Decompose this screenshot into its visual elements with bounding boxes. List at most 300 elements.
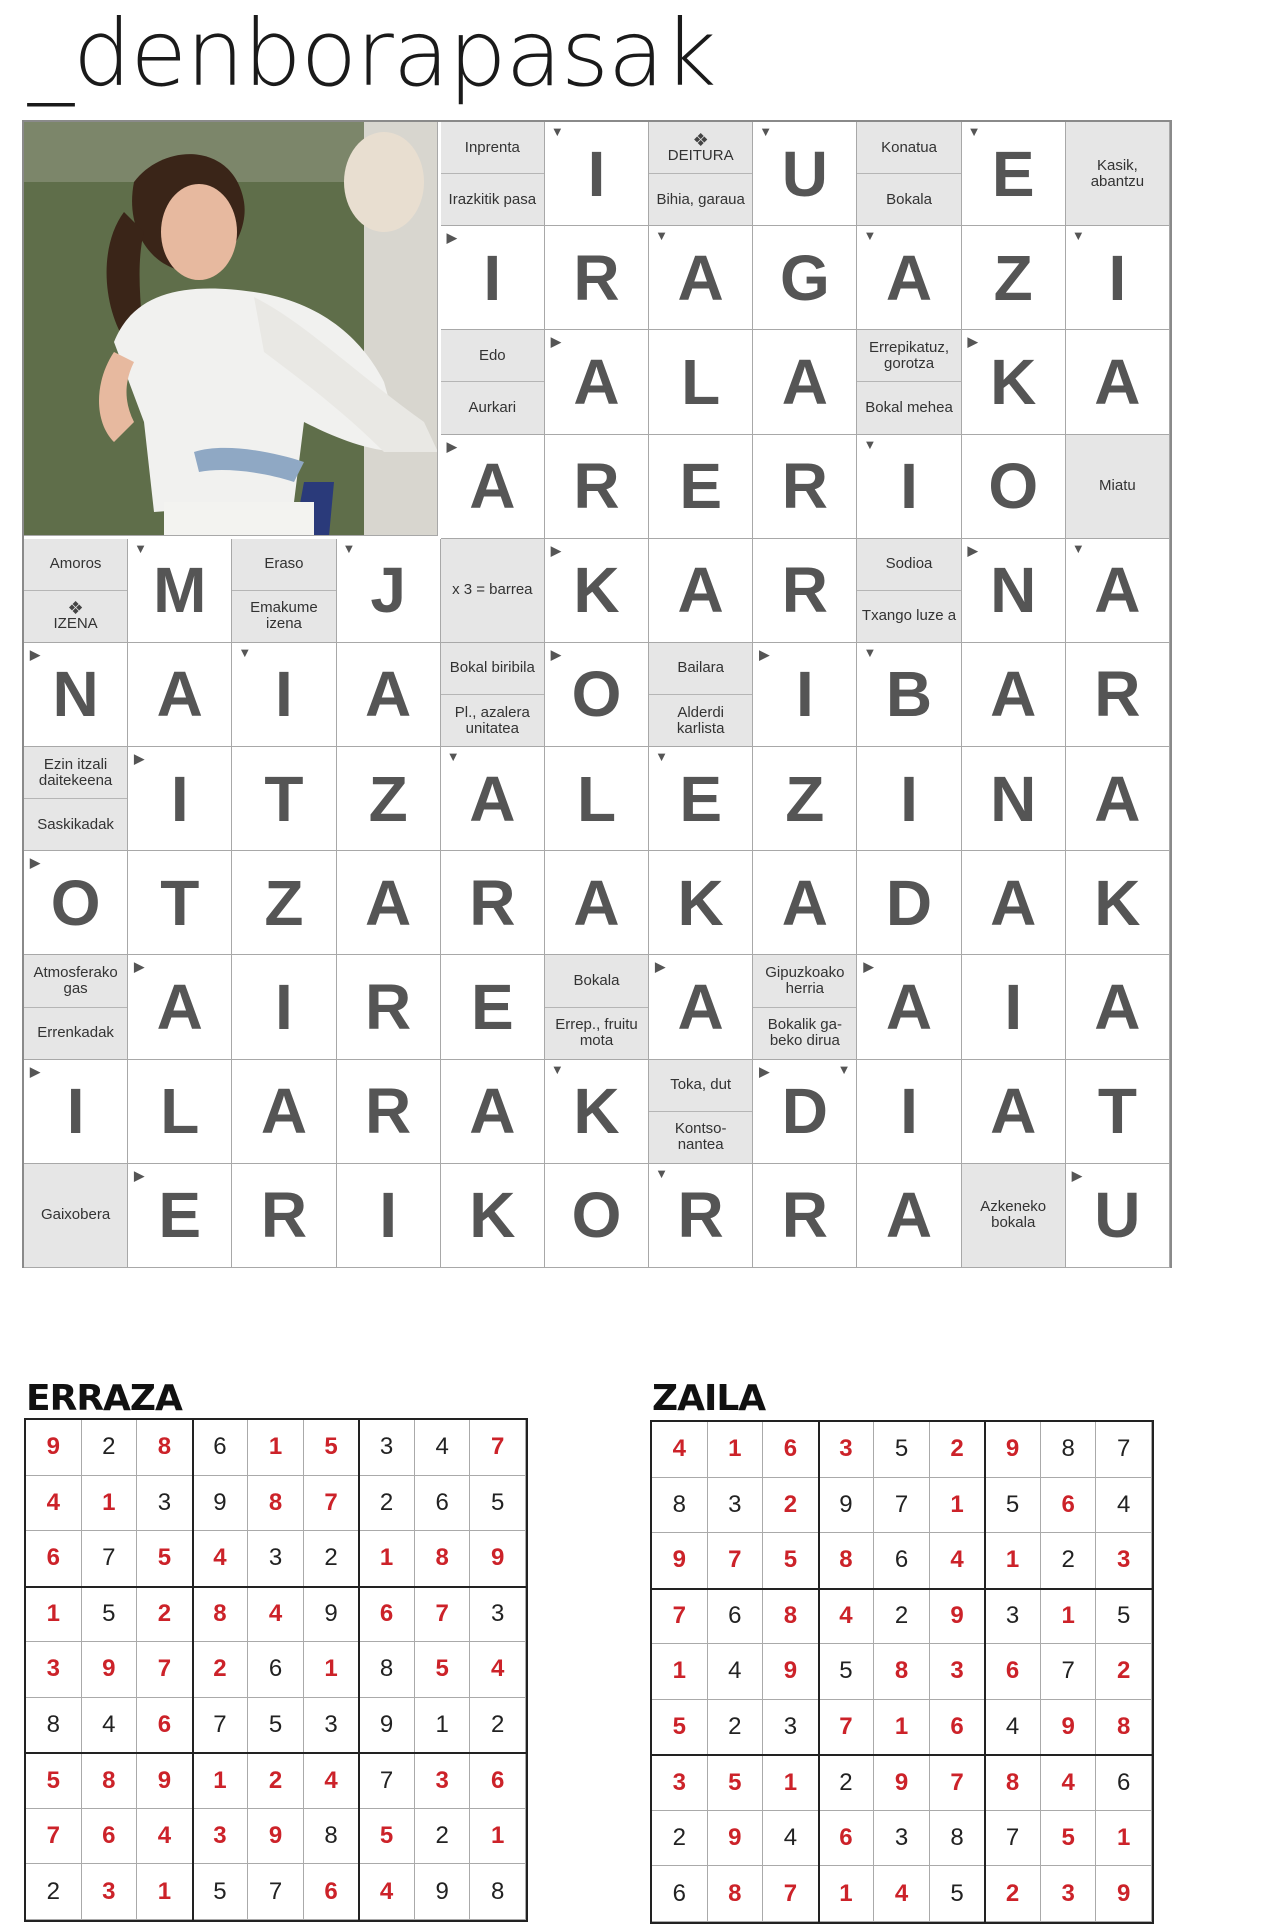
crossword-letter-cell — [649, 955, 753, 1059]
crossword-letter-cell — [1066, 1164, 1170, 1268]
clue-text: Bokalik ga-beko dirua — [753, 1007, 856, 1059]
crossword-letter-cell — [545, 1164, 649, 1268]
clue-text: Toka, dut — [670, 1076, 732, 1094]
sudoku-cell: 5 — [470, 1476, 526, 1532]
arrow-right-icon: ▶ — [446, 438, 457, 454]
sudoku-cell: 6 — [82, 1809, 138, 1865]
crossword-letter: A — [885, 241, 933, 314]
sudoku-cell: 8 — [470, 1864, 526, 1920]
sudoku-cell: 8 — [415, 1531, 471, 1587]
arrow-down-icon: ▼ — [550, 124, 564, 139]
crossword-letter: A — [1094, 971, 1141, 1044]
sudoku-cell: 1 — [930, 1478, 986, 1534]
sudoku-cell: 5 — [763, 1533, 819, 1589]
sudoku-cell: 9 — [359, 1698, 415, 1754]
arrow-down-icon: ▼ — [863, 644, 877, 660]
sudoku-cell: 2 — [652, 1811, 708, 1867]
sudoku-cell: 5 — [930, 1866, 986, 1922]
sudoku-cell: 1 — [763, 1755, 819, 1811]
crossword-letter-cell — [962, 539, 1066, 643]
sudoku-cell: 1 — [1096, 1811, 1152, 1867]
clue-text: Txango luze a — [857, 590, 960, 642]
sudoku-cell: 7 — [930, 1755, 986, 1811]
crossword-letter: R — [781, 450, 828, 523]
arrow-down-icon: ▼ — [863, 436, 877, 452]
sudoku-easy-grid — [24, 1418, 528, 1922]
clue-text: Inprenta — [464, 138, 520, 156]
diamond-icon: ❖ — [692, 129, 709, 150]
clue-text: Edo — [478, 346, 506, 364]
arrow-right-icon: ▶ — [30, 646, 40, 662]
sudoku-cell: 4 — [193, 1531, 249, 1587]
sudoku-cell: 6 — [359, 1587, 415, 1643]
crossword-letter: O — [988, 450, 1039, 523]
sudoku-cell: 1 — [248, 1420, 304, 1476]
sudoku-cell: 7 — [137, 1642, 193, 1698]
sudoku-cell: 6 — [985, 1644, 1041, 1700]
clue-text: Eraso — [264, 555, 304, 573]
crossword-letter-cell — [857, 643, 961, 747]
sudoku-box-divider — [652, 1588, 1152, 1590]
crossword-letter: I — [170, 762, 189, 835]
crossword-letter: K — [990, 345, 1037, 418]
sudoku-cell: 9 — [874, 1755, 930, 1811]
crossword-letter: R — [260, 1179, 308, 1252]
crossword-letter: I — [1004, 971, 1023, 1044]
sudoku-cell: 2 — [763, 1478, 819, 1534]
crossword-letter: A — [781, 345, 828, 418]
sudoku-cell: 7 — [26, 1809, 82, 1865]
sudoku-cell: 1 — [470, 1809, 526, 1865]
crossword-letter: A — [156, 658, 203, 731]
crossword-letter-cell — [753, 747, 857, 851]
crossword-clue-cell — [24, 747, 128, 851]
crossword-letter-cell — [441, 1060, 545, 1164]
crossword-letter-cell — [962, 330, 1066, 434]
crossword-letter-cell — [24, 1060, 128, 1164]
crossword-letter: T — [264, 762, 304, 835]
crossword-letter-cell — [337, 747, 441, 851]
arrow-down-icon: ▼ — [863, 228, 877, 244]
crossword-letter-cell — [649, 330, 753, 434]
sudoku-cell: 6 — [1096, 1755, 1152, 1811]
sudoku-box-divider — [358, 1420, 360, 1920]
clue-text: Bokal biribila — [449, 659, 535, 677]
sudoku-cell: 3 — [763, 1700, 819, 1756]
crossword-letter: I — [379, 1179, 397, 1252]
crossword-letter-cell — [1066, 955, 1170, 1059]
sudoku-cell: 8 — [819, 1533, 875, 1589]
sudoku-cell: 5 — [82, 1587, 138, 1643]
crossword-letter: A — [1094, 762, 1141, 835]
page-title: _denborapasak — [28, 0, 716, 107]
crossword-letter-cell — [232, 851, 336, 955]
crossword-letter: U — [781, 137, 828, 210]
arrow-right-icon: ▶ — [759, 646, 770, 662]
crossword-letter-cell — [1066, 330, 1170, 434]
sudoku-cell: 6 — [763, 1422, 819, 1478]
sudoku-cell: 8 — [1041, 1422, 1097, 1478]
clue-text: Bihia, garaua — [649, 173, 752, 225]
crossword-clue-cell — [1066, 122, 1170, 226]
arrow-right-icon: ▶ — [863, 959, 874, 975]
crossword-letter: L — [576, 762, 617, 835]
sudoku-cell: 3 — [26, 1642, 82, 1698]
sudoku-cell: 8 — [304, 1809, 360, 1865]
crossword-letter: I — [587, 137, 606, 210]
sudoku-cell: 9 — [1041, 1700, 1097, 1756]
crossword-letter: L — [160, 1075, 200, 1148]
crossword-letter-cell — [753, 435, 857, 539]
clue-text: Bokala — [857, 173, 960, 225]
crossword-letter: K — [573, 1075, 620, 1148]
sudoku-cell: 9 — [708, 1811, 764, 1867]
sudoku-cell: 4 — [304, 1753, 360, 1809]
sudoku-cell: 2 — [137, 1587, 193, 1643]
crossword-letter-cell — [128, 851, 232, 955]
sudoku-cell: 2 — [193, 1642, 249, 1698]
sudoku-cell: 7 — [82, 1531, 138, 1587]
crossword-letter-cell — [857, 955, 961, 1059]
crossword-letter-cell — [962, 226, 1066, 330]
crossword-letter-cell — [857, 851, 961, 955]
crossword-letter-cell — [962, 643, 1066, 747]
crossword-letter: Z — [785, 762, 825, 835]
crossword-letter: A — [781, 866, 828, 939]
sudoku-cell: 7 — [763, 1866, 819, 1922]
sudoku-cell: 8 — [248, 1476, 304, 1532]
arrow-down-icon: ▼ — [967, 124, 981, 139]
sudoku-cell: 3 — [248, 1531, 304, 1587]
sudoku-cell: 7 — [304, 1476, 360, 1532]
sudoku-cell: 2 — [708, 1700, 764, 1756]
clue-text: DEITURA — [667, 146, 734, 164]
clue-text: Gaixobera — [40, 1206, 111, 1224]
sudoku-cell: 6 — [248, 1642, 304, 1698]
clue-text: Ezin itzali daitekeena — [38, 755, 113, 789]
sudoku-cell: 4 — [359, 1864, 415, 1920]
crossword-letter-cell — [753, 226, 857, 330]
crossword-letter-cell — [128, 955, 232, 1059]
crossword-letter-cell — [962, 747, 1066, 851]
sudoku-hard-grid — [650, 1420, 1154, 1924]
clue-text: Miatu — [1099, 477, 1136, 495]
sudoku-cell: 3 — [819, 1422, 875, 1478]
sudoku-cell: 3 — [874, 1811, 930, 1867]
arrow-right-icon: ▶ — [550, 646, 561, 662]
sudoku-cell: 3 — [1096, 1533, 1152, 1589]
arrow-right-icon: ▶ — [967, 334, 978, 350]
arrow-down-icon: ▼ — [446, 749, 460, 765]
arrow-right-icon: ▶ — [967, 542, 978, 558]
clue-text: Aurkari — [441, 381, 544, 433]
crossword-letter-cell — [545, 330, 649, 434]
sudoku-cell: 1 — [819, 1866, 875, 1922]
crossword-letter-cell — [1066, 539, 1170, 643]
sudoku-cell: 3 — [82, 1864, 138, 1920]
crossword-clue-cell — [441, 643, 545, 747]
crossword-letter-cell — [753, 851, 857, 955]
sudoku-cell: 7 — [193, 1698, 249, 1754]
crossword-letter-cell — [962, 122, 1066, 226]
sudoku-easy-title: ERRAZA — [26, 1378, 182, 1419]
crossword-letter-cell — [232, 1164, 336, 1268]
crossword-letter: N — [990, 762, 1037, 835]
arrow-right-icon: ▶ — [446, 230, 457, 246]
crossword-letter-cell — [337, 955, 441, 1059]
sudoku-cell: 9 — [415, 1864, 471, 1920]
sudoku-cell: 7 — [1041, 1644, 1097, 1700]
crossword-letter-cell — [857, 747, 961, 851]
crossword-letter: K — [677, 866, 724, 939]
crossword-letter: E — [991, 137, 1035, 210]
sudoku-cell: 5 — [985, 1478, 1041, 1534]
sudoku-cell: 1 — [874, 1700, 930, 1756]
sudoku-cell: 2 — [82, 1420, 138, 1476]
sudoku-cell: 8 — [874, 1644, 930, 1700]
crossword-letter: J — [370, 554, 406, 627]
clue-text: Irazkitik pasa — [441, 173, 544, 225]
crossword-letter: Z — [264, 866, 304, 939]
crossword-letter: G — [779, 241, 830, 314]
crossword-clue-cell — [24, 955, 128, 1059]
crossword-letter-cell — [545, 539, 649, 643]
crossword-letter-cell — [232, 1060, 336, 1164]
crossword-letter: A — [156, 971, 203, 1044]
crossword-letter: A — [365, 866, 412, 939]
sudoku-cell: 2 — [819, 1755, 875, 1811]
crossword-letter-cell — [441, 851, 545, 955]
crossword-letter-cell — [857, 226, 961, 330]
clue-text: Gipuzkoako herria — [765, 964, 845, 997]
sudoku-cell: 1 — [359, 1531, 415, 1587]
crossword-letter: B — [885, 658, 933, 731]
crossword-letter-cell — [753, 1164, 857, 1268]
crossword-letter-cell — [649, 226, 753, 330]
crossword-letter: D — [885, 866, 933, 939]
sudoku-cell: 2 — [985, 1866, 1041, 1922]
crossword-clue-cell — [857, 122, 961, 226]
crossword-letter: O — [571, 1179, 622, 1252]
crossword-letter: R — [781, 554, 828, 627]
sudoku-cell: 8 — [359, 1642, 415, 1698]
arrow-down-icon: ▼ — [655, 1165, 668, 1181]
crossword-letter-cell — [232, 747, 336, 851]
sudoku-cell: 3 — [470, 1587, 526, 1643]
crossword-clue-cell — [1066, 435, 1170, 539]
crossword-letter: A — [469, 762, 516, 835]
sudoku-box-divider — [652, 1754, 1152, 1756]
arrow-down-icon: ▼ — [837, 1061, 851, 1077]
crossword-letter-cell — [441, 435, 545, 539]
sudoku-cell: 7 — [359, 1753, 415, 1809]
sudoku-cell: 8 — [930, 1811, 986, 1867]
sudoku-cell: 8 — [82, 1753, 138, 1809]
sudoku-cell: 5 — [819, 1644, 875, 1700]
sudoku-cell: 2 — [1041, 1533, 1097, 1589]
arrow-right-icon: ▶ — [30, 1063, 40, 1079]
sudoku-cell: 2 — [1096, 1644, 1152, 1700]
sudoku-cell: 5 — [1041, 1811, 1097, 1867]
crossword-letter: A — [573, 866, 620, 939]
sudoku-cell: 3 — [193, 1809, 249, 1865]
crossword-letter: A — [990, 658, 1037, 731]
crossword-letter-cell — [128, 643, 232, 747]
sudoku-cell: 9 — [82, 1642, 138, 1698]
sudoku-cell: 1 — [708, 1422, 764, 1478]
crossword-clue-cell — [857, 330, 961, 434]
arrow-down-icon: ▼ — [655, 749, 668, 765]
sudoku-cell: 2 — [415, 1809, 471, 1865]
sudoku-cell: 5 — [248, 1698, 304, 1754]
crossword-letter: A — [365, 658, 412, 731]
sudoku-cell: 3 — [708, 1478, 764, 1534]
clue-text: Atmosferako gas — [33, 964, 118, 997]
crossword-letter: I — [900, 762, 918, 835]
crossword-letter: R — [677, 1179, 724, 1252]
arrow-down-icon: ▼ — [342, 540, 356, 556]
clue-text: Bailara — [677, 659, 725, 677]
crossword-letter: R — [573, 450, 620, 523]
crossword-letter-cell — [337, 851, 441, 955]
sudoku-cell: 9 — [763, 1644, 819, 1700]
crossword-clue-cell — [441, 122, 545, 226]
clue-text: Azkeneko bokala — [980, 1198, 1047, 1232]
sudoku-cell: 4 — [137, 1809, 193, 1865]
clue-text: IZENA — [53, 615, 98, 633]
crossword-letter-cell — [753, 539, 857, 643]
clue-text: Bokala — [573, 972, 620, 989]
crossword-letter-cell — [649, 435, 753, 539]
sudoku-cell: 6 — [652, 1866, 708, 1922]
crossword-letter-cell — [545, 851, 649, 955]
sudoku-box-divider — [818, 1422, 820, 1922]
sudoku-cell: 9 — [930, 1589, 986, 1645]
crossword-letter-cell — [337, 539, 441, 643]
arrow-right-icon: ▶ — [1071, 1167, 1082, 1183]
sudoku-cell: 9 — [304, 1587, 360, 1643]
crossword-letter-cell — [649, 539, 753, 643]
crossword-clue-cell — [649, 122, 753, 226]
clue-text: Sodioa — [885, 555, 933, 573]
crossword-clue-cell — [24, 539, 128, 643]
crossword-letter: A — [260, 1075, 308, 1148]
crossword-letter-cell — [649, 747, 753, 851]
sudoku-cell: 4 — [874, 1866, 930, 1922]
sudoku-cell: 1 — [26, 1587, 82, 1643]
clue-text: Konatua — [881, 138, 937, 156]
crossword-clue-cell — [24, 1164, 128, 1268]
sudoku-cell: 6 — [930, 1700, 986, 1756]
sudoku-cell: 1 — [652, 1644, 708, 1700]
crossword-clue-cell — [857, 539, 961, 643]
crossword-letter: I — [1108, 241, 1127, 314]
crossword-clue-cell — [441, 330, 545, 434]
sudoku-cell: 8 — [708, 1866, 764, 1922]
sudoku-cell: 1 — [1041, 1589, 1097, 1645]
crossword-letter: K — [573, 554, 620, 627]
sudoku-cell: 9 — [819, 1478, 875, 1534]
sudoku-cell: 2 — [930, 1422, 986, 1478]
diamond-icon: ❖ — [67, 598, 84, 619]
sudoku-cell: 8 — [763, 1589, 819, 1645]
clue-text: Emakume izena — [232, 590, 335, 642]
crossword-letter-cell — [753, 122, 857, 226]
crossword-letter: A — [990, 866, 1037, 939]
crossword-letter: A — [885, 1179, 933, 1252]
sudoku-cell: 2 — [470, 1698, 526, 1754]
arrow-down-icon: ▼ — [238, 644, 252, 660]
crossword-letter: E — [679, 450, 722, 523]
sudoku-cell: 5 — [1096, 1589, 1152, 1645]
clue-text: Errenkadak — [24, 1007, 127, 1059]
sudoku-cell: 4 — [819, 1589, 875, 1645]
clue-text: Alderdi karlista — [649, 694, 752, 746]
sudoku-cell: 6 — [1041, 1478, 1097, 1534]
crossword-letter: R — [365, 971, 412, 1044]
crossword-letter: I — [795, 658, 814, 731]
sudoku-cell: 7 — [819, 1700, 875, 1756]
arrow-down-icon: ▼ — [550, 1061, 564, 1077]
sudoku-cell: 4 — [763, 1811, 819, 1867]
sudoku-cell: 3 — [304, 1698, 360, 1754]
sudoku-cell: 8 — [193, 1587, 249, 1643]
clue-text: Saskikadak — [24, 798, 127, 850]
player-photo — [24, 122, 438, 536]
crossword-letter: A — [469, 450, 516, 523]
crossword-letter-cell — [1066, 851, 1170, 955]
sudoku-cell: 2 — [248, 1753, 304, 1809]
sudoku-cell: 4 — [985, 1700, 1041, 1756]
sudoku-cell: 5 — [26, 1753, 82, 1809]
crossword-letter-cell — [545, 435, 649, 539]
sudoku-cell: 6 — [708, 1589, 764, 1645]
arrow-down-icon: ▼ — [1071, 540, 1085, 556]
sudoku-cell: 4 — [652, 1422, 708, 1478]
crossword-letter-cell — [753, 643, 857, 747]
sudoku-cell: 4 — [708, 1644, 764, 1700]
crossword-letter-cell — [753, 330, 857, 434]
sudoku-cell: 4 — [415, 1420, 471, 1476]
crossword-letter: T — [160, 866, 200, 939]
crossword-letter-cell — [962, 435, 1066, 539]
crossword-letter-cell — [649, 851, 753, 955]
sudoku-cell: 9 — [137, 1753, 193, 1809]
crossword-clue-cell — [545, 955, 649, 1059]
sudoku-cell: 6 — [874, 1533, 930, 1589]
crossword-letter: A — [573, 345, 620, 418]
sudoku-cell: 4 — [26, 1476, 82, 1532]
clue-text: Bokal mehea — [857, 381, 960, 433]
clue-category — [649, 122, 752, 173]
crossword-letter-cell — [337, 1060, 441, 1164]
sudoku-cell: 1 — [304, 1642, 360, 1698]
crossword-letter: I — [900, 1075, 918, 1148]
crossword-letter-cell — [24, 643, 128, 747]
sudoku-cell: 1 — [415, 1698, 471, 1754]
arrow-right-icon: ▶ — [134, 959, 145, 975]
sudoku-cell: 4 — [82, 1698, 138, 1754]
crossword-letter-cell — [962, 1060, 1066, 1164]
sudoku-cell: 9 — [26, 1420, 82, 1476]
sudoku-cell: 8 — [652, 1478, 708, 1534]
crossword-letter: R — [469, 866, 516, 939]
sudoku-cell: 9 — [652, 1533, 708, 1589]
sudoku-cell: 3 — [930, 1644, 986, 1700]
sudoku-cell: 5 — [652, 1700, 708, 1756]
arrow-down-icon: ▼ — [1071, 228, 1085, 244]
sudoku-cell: 1 — [137, 1864, 193, 1920]
